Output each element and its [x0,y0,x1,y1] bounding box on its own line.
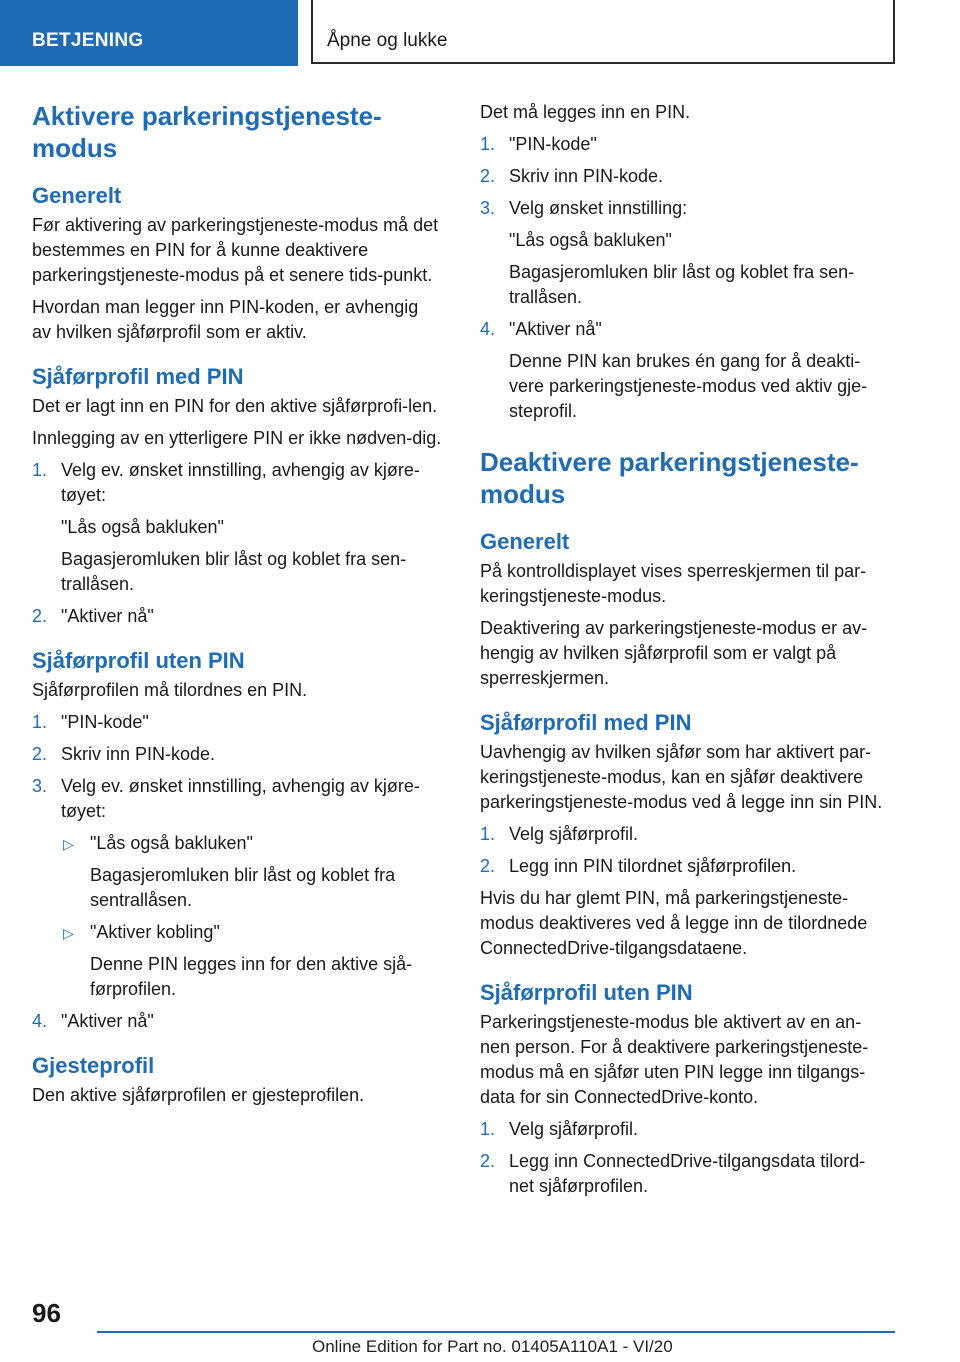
list-number: 2. [32,744,48,764]
page-header [0,0,960,66]
heading-profile-without-pin: Sjåførprofil uten PIN [32,648,245,673]
option-name: "Aktiver kobling" [90,922,220,942]
list-text: Legg inn ConnectedDrive-tilgangsdata tilord-net sjåførprofilen. [509,1151,866,1196]
list-text: Velg ev. ønsket innstilling, avhengig av kjøre-tøyet: [61,776,420,821]
right-column [480,100,890,1206]
list-text: "PIN-kode" [509,134,597,154]
list-text: "Aktiver nå" [61,1011,154,1031]
paragraph: Det må legges inn en PIN. [480,102,691,122]
list-number: 1. [480,134,496,154]
heading-general: Generelt [32,183,122,208]
paragraph: Deaktivering av parkeringstjeneste-modus er av-hengig av hvilken sjåførprofil som er valgt på sperreskjermen. [480,618,868,688]
heading-guest-profile: Gjesteprofil [32,1053,155,1078]
numbered-list [480,132,890,424]
paragraph: Innlegging av en ytterligere PIN er ikke nødven-dig. [32,428,442,448]
list-item [32,710,442,735]
list-number: 1. [32,712,48,732]
list-text: Velg sjåførprofil. [509,1119,639,1139]
heading-deactivate: Deaktivere parkeringstjeneste-modus [480,447,859,509]
list-number: 2. [480,1151,496,1171]
page-number: 96 [32,1298,61,1328]
list-item [32,604,442,629]
heading-profile-with-pin: Sjåførprofil med PIN [480,710,692,735]
paragraph: Den aktive sjåførprofilen er gjesteprofilen. [32,1085,365,1105]
paragraph: Før aktivering av parkeringstjeneste-modus må det bestemmes en PIN for å kunne deaktivere parkeringstjeneste-modus på et senere tids-punkt. [32,215,439,285]
option-description: Bagasjeromluken blir låst og koblet fra sen-trallåsen. [509,262,855,307]
list-item [32,1009,442,1034]
heading-general: Generelt [480,529,570,554]
list-number: 2. [32,606,48,626]
list-number: 3. [32,776,48,796]
triangle-bullet-icon: ▷ [63,836,74,852]
paragraph: Parkeringstjeneste-modus ble aktivert av en an-nen person. For å deaktivere parkeringstjeneste-modus må en sjåfør uten PIN legge inn tilgangs-data for sin ConnectedDrive-konto. [480,1012,869,1107]
list-item [480,854,890,879]
heading-profile-with-pin: Sjåførprofil med PIN [32,364,244,389]
numbered-list [480,1117,890,1199]
edition-note: Online Edition for Part no. 01405A110A1 - VI/20 [312,1337,673,1356]
heading-profile-without-pin: Sjåførprofil uten PIN [480,980,693,1005]
option-description: Bagasjeromluken blir låst og koblet fra sentrallåsen. [90,865,396,910]
list-number: 1. [480,1119,496,1139]
list-number: 4. [480,319,496,339]
sub-list-item [61,920,442,1002]
list-number: 3. [480,198,496,218]
option-description: Denne PIN legges inn for den aktive sjå-førprofilen. [90,954,413,999]
chapter-title: Åpne og lukke [311,0,895,64]
paragraph: Sjåførprofilen må tilordnes en PIN. [32,680,308,700]
paragraph: Hvordan man legger inn PIN-koden, er avhengig av hvilken sjåførprofil som er aktiv. [32,297,419,342]
list-item [480,317,890,424]
list-item [32,774,442,1002]
sub-list [61,831,442,1002]
triangle-bullet-icon: ▷ [63,925,74,941]
list-text: Velg ønsket innstilling: [509,198,688,218]
section-tab: BETJENING [0,0,298,66]
sub-list-item [61,831,442,913]
list-number: 1. [480,824,496,844]
paragraph: Uavhengig av hvilken sjåfør som har aktivert par-keringstjeneste-modus, kan en sjåfør deaktivere parkeringstjeneste-modus ved å legge inn sin PIN. [480,742,883,812]
list-text: Legg inn PIN tilordnet sjåførprofilen. [509,856,797,876]
list-item [480,822,890,847]
paragraph: På kontrolldisplayet vises sperreskjermen til par-keringstjeneste-modus. [480,561,867,606]
list-text: Skriv inn PIN-kode. [509,166,664,186]
list-number: 1. [32,460,48,480]
list-item [480,132,890,157]
list-text: "PIN-kode" [61,712,149,732]
heading-activate: Aktivere parkeringstjeneste-modus [32,101,382,163]
list-item [32,458,442,597]
numbered-list [480,822,890,879]
option-name: "Lås også bakluken" [509,230,672,250]
paragraph: Det er lagt inn en PIN for den aktive sjåførprofi-len. [32,396,438,416]
left-column [32,100,442,1115]
numbered-list [32,710,442,1034]
list-text: Skriv inn PIN-kode. [61,744,216,764]
list-item [480,1117,890,1142]
list-item [32,742,442,767]
list-item [480,164,890,189]
list-text: "Aktiver nå" [509,319,602,339]
list-item [480,196,890,310]
list-number: 2. [480,166,496,186]
list-item [480,1149,890,1199]
numbered-list [32,458,442,629]
list-number: 4. [32,1011,48,1031]
list-number: 2. [480,856,496,876]
option-name: "Lås også bakluken" [90,833,253,853]
paragraph: Hvis du har glemt PIN, må parkeringstjeneste-modus deaktiveres ved å legge inn de tilordnede ConnectedDrive-tilgangsdataene. [480,888,868,958]
list-text: Velg ev. ønsket innstilling, avhengig av kjøre-tøyet: [61,460,420,505]
list-text: "Aktiver nå" [61,606,154,626]
option-description: Bagasjeromluken blir låst og koblet fra sen-trallåsen. [61,549,407,594]
list-text: Velg sjåførprofil. [509,824,639,844]
footer-divider [97,1331,895,1333]
option-description: Denne PIN kan brukes én gang for å deakti-vere parkeringstjeneste-modus ved aktiv gje-steprofil. [509,351,868,421]
option-name: "Lås også bakluken" [61,517,224,537]
